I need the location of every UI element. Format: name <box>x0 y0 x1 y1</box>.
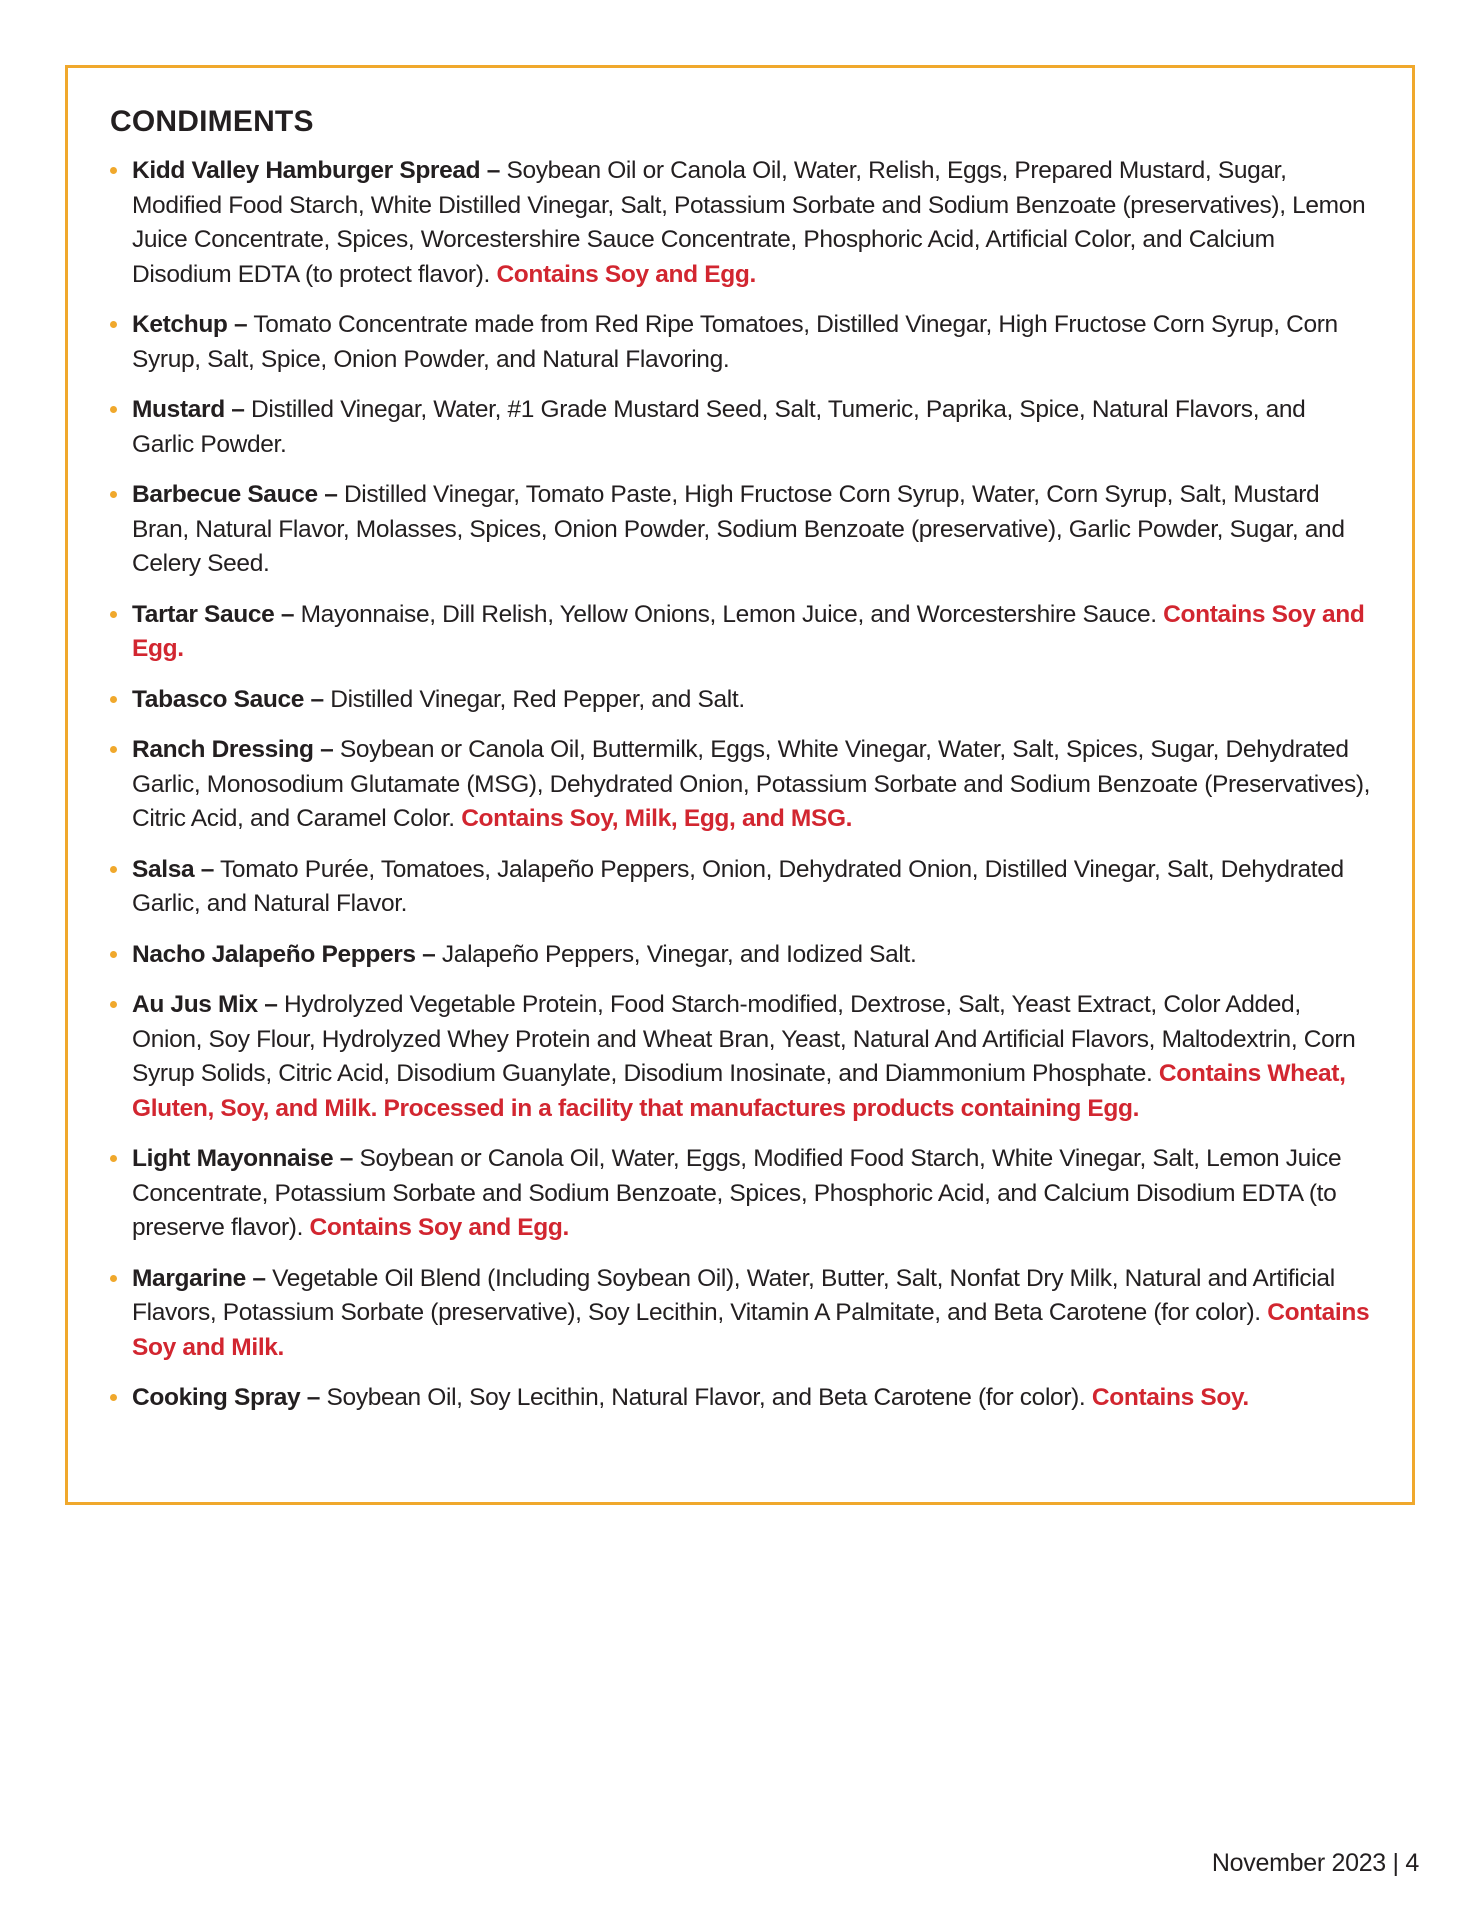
condiment-list <box>110 154 1372 1416</box>
condiment-item <box>110 1381 1372 1416</box>
page-footer: November 2023 | 4 <box>1211 1849 1419 1877</box>
item-ingredients: Distilled Vinegar, Tomato Paste, High Fructose Corn Syrup, Water, Corn Syrup, Salt, Mustard Bran, Natural Flavor, Molasses, Spices, Onion Powder, Sodium Benzoate (preservative), Garlic Powder, Sugar, and Celery Seed. <box>132 481 1345 577</box>
bullet-icon <box>110 406 117 413</box>
item-allergens: Contains Soy and Egg. <box>132 600 1365 662</box>
item-ingredients: Tomato Concentrate made from Red Ripe Tomatoes, Distilled Vinegar, High Fructose Corn Syrup, Corn Syrup, Salt, Spice, Onion Powder, and Natural Flavoring. <box>132 311 1338 373</box>
condiment-item <box>110 154 1372 292</box>
item-name: Cooking Spray – <box>132 1384 321 1411</box>
condiment-item <box>110 733 1372 837</box>
item-allergens: Contains Wheat, Gluten, Soy, and Milk. Processed in a facility that manufactures products containing Egg. <box>132 1060 1346 1122</box>
bullet-icon <box>110 1155 117 1162</box>
bullet-icon <box>110 611 117 618</box>
condiment-item <box>110 1262 1372 1366</box>
item-name: Barbecue Sauce – <box>132 481 338 508</box>
item-allergens: Contains Soy and Egg. <box>309 1214 569 1241</box>
item-ingredients: Distilled Vinegar, Water, #1 Grade Mustard Seed, Salt, Tumeric, Paprika, Spice, Natural Flavors, and Garlic Powder. <box>132 396 1306 458</box>
item-ingredients: Mayonnaise, Dill Relish, Yellow Onions, Lemon Juice, and Worcestershire Sauce. <box>300 600 1157 628</box>
item-ingredients: Jalapeño Peppers, Vinegar, and Iodized Salt. <box>441 940 917 968</box>
section-heading: CONDIMENTS <box>110 105 314 138</box>
item-name: Light Mayonnaise – <box>132 1145 354 1172</box>
condiment-item <box>110 938 1372 973</box>
bullet-icon <box>110 491 117 498</box>
bullet-icon <box>110 1394 117 1401</box>
item-ingredients: Distilled Vinegar, Red Pepper, and Salt. <box>330 685 745 713</box>
item-name: Nacho Jalapeño Peppers – <box>132 940 436 968</box>
condiment-item <box>110 478 1372 582</box>
condiment-item <box>110 393 1372 462</box>
item-allergens: Contains Soy and Milk. <box>132 1299 1370 1361</box>
item-ingredients: Hydrolyzed Vegetable Protein, Food Starch-modified, Dextrose, Salt, Yeast Extract, Color Added, Onion, Soy Flour, Hydrolyzed Whey Protein and Wheat Bran, Yeast, Natural And Artificial Flavors, Maltodextrin, Corn Syrup Solids, Citric Acid, Disodium Guanylate, Disodium Inosinate, and Diammonium Phosphate. <box>132 991 1356 1087</box>
item-name: Kidd Valley Hamburger Spread – <box>132 157 501 184</box>
bullet-icon <box>110 167 117 174</box>
condiment-item <box>110 683 1372 718</box>
bullet-icon <box>110 1275 117 1282</box>
condiment-item <box>110 1142 1372 1246</box>
item-ingredients: Soybean Oil or Canola Oil, Water, Relish, Eggs, Prepared Mustard, Sugar, Modified Food Starch, White Distilled Vinegar, Salt, Potassium Sorbate and Sodium Benzoate (preservatives), Lemon Juice Concentrate, Spices, Worcestershire Sauce Concentrate, Phosphoric Acid, Artificial Color, and Calcium Disodium EDTA (to protect flavor). <box>132 157 1366 288</box>
item-name: Au Jus Mix – <box>132 991 278 1018</box>
bullet-icon <box>110 866 117 873</box>
bullet-icon <box>110 1001 117 1008</box>
item-allergens: Contains Soy. <box>1091 1384 1249 1411</box>
condiments-box <box>65 65 1415 1505</box>
item-ingredients: Tomato Purée, Tomatoes, Jalapeño Peppers, Onion, Dehydrated Onion, Distilled Vinegar, Salt, Dehydrated Garlic, and Natural Flavor. <box>132 855 1344 917</box>
bullet-icon <box>110 696 117 703</box>
item-name: Mustard – <box>132 396 245 423</box>
item-ingredients: Soybean or Canola Oil, Water, Eggs, Modified Food Starch, White Vinegar, Salt, Lemon Juice Concentrate, Potassium Sorbate and Sodium Benzoate, Spices, Phosphoric Acid, and Calcium Disodium EDTA (to preserve flavor). <box>132 1145 1342 1241</box>
condiment-item <box>110 598 1372 667</box>
condiment-item <box>110 308 1372 377</box>
item-name: Salsa – <box>132 855 215 883</box>
item-ingredients: Vegetable Oil Blend (Including Soybean Oil), Water, Butter, Salt, Nonfat Dry Milk, Natural and Artificial Flavors, Potassium Sorbate (preservative), Soy Lecithin, Vitamin A Palmitate, and Beta Carotene (for color). <box>132 1264 1335 1326</box>
bullet-icon <box>110 746 117 753</box>
item-allergens: Contains Soy, Milk, Egg, and MSG. <box>461 805 853 832</box>
item-ingredients: Soybean Oil, Soy Lecithin, Natural Flavor, and Beta Carotene (for color). <box>326 1384 1086 1411</box>
item-allergens: Contains Soy and Egg. <box>496 260 756 288</box>
item-name: Ketchup – <box>132 311 248 338</box>
item-name: Tartar Sauce – <box>132 600 295 628</box>
bullet-icon <box>110 321 117 328</box>
condiment-item <box>110 853 1372 922</box>
bullet-icon <box>110 951 117 958</box>
item-name: Ranch Dressing – <box>132 736 334 763</box>
item-ingredients: Soybean or Canola Oil, Buttermilk, Eggs, White Vinegar, Water, Salt, Spices, Sugar, Dehydrated Garlic, Monosodium Glutamate (MSG), Dehydrated Onion, Potassium Sorbate and Sodium Benzoate (Preservatives), Citric Acid, and Caramel Color. <box>132 736 1371 832</box>
item-name: Tabasco Sauce – <box>132 685 324 713</box>
item-name: Margarine – <box>132 1264 266 1292</box>
condiment-item <box>110 988 1372 1126</box>
